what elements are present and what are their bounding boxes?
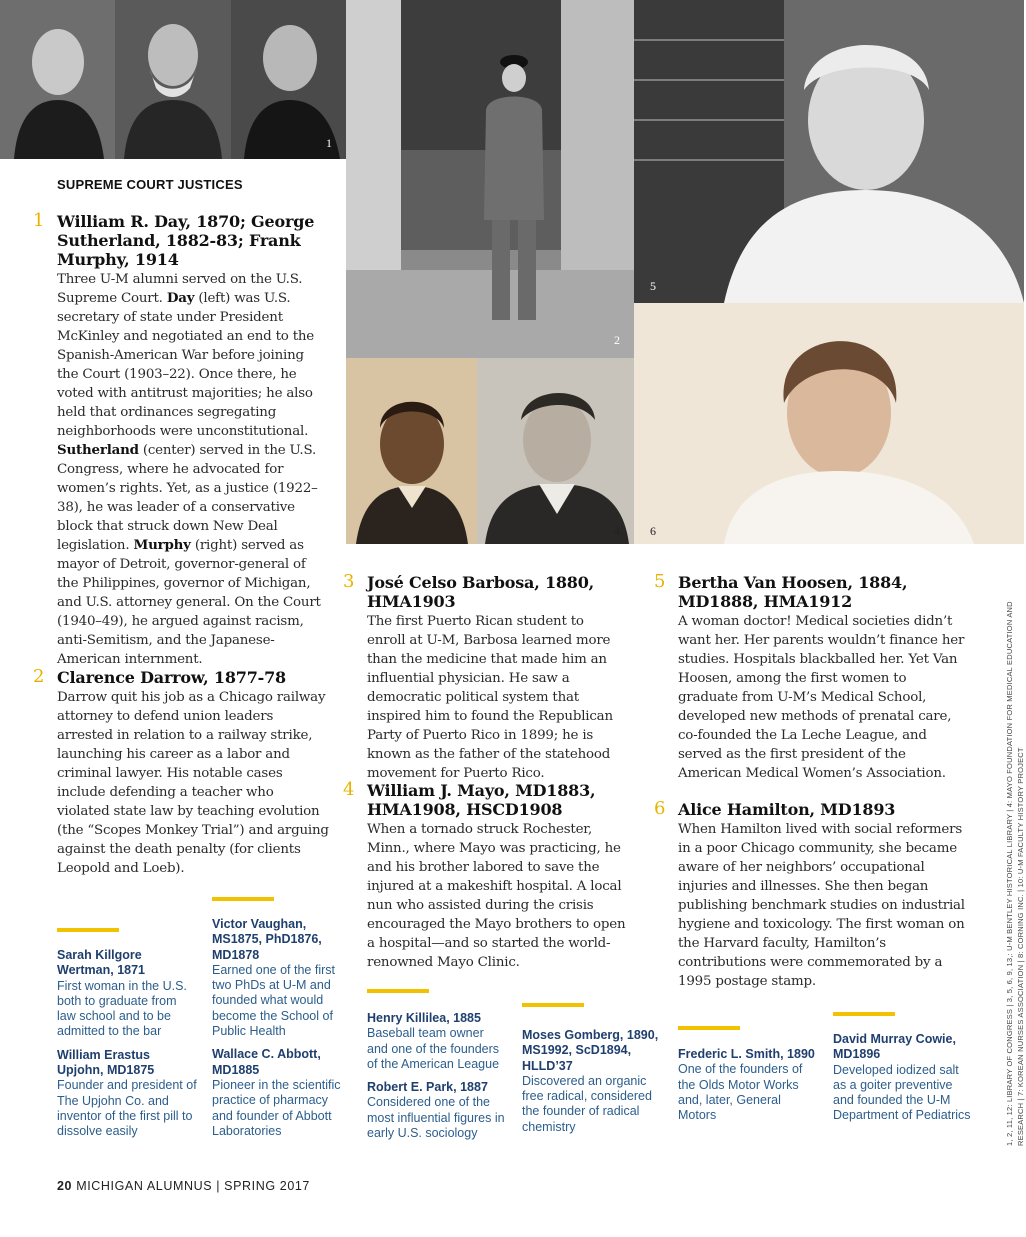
entry-title: William R. Day, 1870; George Sutherland, 1882-83; Frank Murphy, 1914 [57, 212, 315, 269]
mini-profiles-col-4 [522, 1003, 662, 1135]
accent-bar [367, 989, 429, 993]
entry-5-van-hoosen [654, 571, 970, 783]
entry-1-supreme-court [33, 210, 329, 669]
photo-alice-hamilton [634, 303, 1024, 544]
profile-name: Moses Gomberg, 1890, MS1992, ScD1894, HLLD’37 [522, 1028, 659, 1073]
entry-4-mayo [343, 779, 637, 972]
entry-number: 4 [343, 779, 355, 800]
photo-credits: 1, 2, 11, 12: LIBRARY OF CONGRESS | 3, 5, 6, 9, 13,: U-M BENTLEY HISTORICAL LIBRARY | 4: MAYO FOUNDATION FOR MEDICAL EDUCATION AND RESEARCH | 7: KOREAN NURSES ASSOCIATION | 8: CORNING INC. | 10: U-M FACULTY HISTORY PROJECT [1005, 601, 1025, 1146]
photo-number-4: 4 [614, 524, 620, 538]
publication-info: MICHIGAN ALUMNUS | SPRING 2017 [76, 1179, 310, 1193]
entry-6-hamilton [654, 798, 970, 991]
entry-body: When Hamilton lived with social reformers in a poor Chicago community, she became aware of her neighbors’ occupational injuries and illnesses. She then began publishing benchmark studies on industrial hygiene and toxicology. The first woman on the Harvard faculty, Hamilton’s contributions were commemorated by a 1995 postage stamp. [678, 822, 965, 989]
photo-number-2: 2 [614, 333, 620, 347]
page-number: 20 [57, 1179, 73, 1193]
mini-profiles-col-2 [212, 897, 352, 1139]
hamilton-photo-graphic [634, 303, 1024, 544]
mini-profiles-col-1 [57, 928, 197, 1140]
accent-bar [522, 1003, 584, 1007]
entry-body: When a tornado struck Rochester, Minn., where Mayo was practicing, he and his brother labored to save the injured at a makeshift hospital. A local nun who assisted during the crisis encouraged the Mayo brothers to open a hospital—and so started the world-renowned Mayo Clinic. [367, 822, 626, 970]
name-sutherland: Sutherland [57, 442, 139, 458]
entry-number: 3 [343, 571, 355, 592]
name-day: Day [166, 290, 195, 306]
profile-desc: Considered one of the most influential figures in early U.S. sociology [367, 1095, 505, 1141]
entry-number: 5 [654, 571, 666, 592]
entry-title: Bertha Van Hoosen, 1884, MD1888, HMA1912 [678, 573, 908, 611]
photo-supreme-court-justices [0, 0, 346, 159]
justices-photo-graphic [0, 0, 346, 159]
entry-2-darrow [33, 666, 329, 878]
accent-bar [833, 1012, 895, 1016]
profile-name: Robert E. Park, 1887 [367, 1080, 488, 1095]
mini-profiles-col-6 [833, 1012, 973, 1124]
profile-desc: First woman in the U.S. both to graduate from law school and to be admitted to the bar [57, 978, 187, 1039]
darrow-photo-graphic [346, 0, 634, 358]
profile-desc: One of the founders of the Olds Motor Works and, later, General Motors [678, 1062, 803, 1123]
photo-number-1: 1 [326, 136, 332, 150]
profile-desc: Discovered an organic free radical, considered the founder of radical chemistry [522, 1073, 652, 1134]
profile-desc: Pioneer in the scientific practice of pharmacy and founder of Abbott Laboratories [212, 1077, 341, 1138]
barbosa-photo-graphic [346, 358, 477, 544]
photo-bertha-van-hoosen [634, 0, 1024, 303]
profile-name: Sarah Killgore Wertman, 1871 [57, 948, 146, 978]
name-murphy: Murphy [133, 537, 191, 553]
entry-3-barbosa [343, 571, 625, 783]
mini-profiles-col-3 [367, 989, 507, 1141]
photo-number-6: 6 [650, 524, 656, 538]
photo-number-3: 3 [458, 524, 464, 538]
mini-profiles-col-5 [678, 1026, 818, 1123]
photo-william-j-mayo [477, 358, 634, 544]
profile-name: Wallace C. Abbott, MD1885 [212, 1047, 321, 1077]
entry-body: A woman doctor! Medical societies didn’t want her. Her parents wouldn’t finance her studies. Hospitals blackballed her. Yet Van Hoosen, among the first women to graduate from U-M’s Medical School, developed new methods of prenatal care, co-founded the La Leche League, and served as the first president of the American Medical Women’s Association. [678, 614, 965, 781]
entry-number: 2 [33, 666, 45, 687]
profile-name: William Erastus Upjohn, MD1875 [57, 1047, 155, 1078]
photo-clarence-darrow [346, 0, 634, 358]
photo-jose-celso-barbosa [346, 358, 477, 544]
accent-bar [57, 928, 119, 932]
van-hoosen-photo-graphic [634, 0, 1024, 303]
entry-title: Alice Hamilton, MD1893 [678, 800, 896, 819]
entry-body: The first Puerto Rican student to enroll at U-M, Barbosa learned more than the medicine that made him an influential physician. He saw a democratic political system that inspired him to found the Republican Party of Puerto Rico in 1899; he is known as the father of the statehood movement for Puerto Rico. [367, 614, 613, 781]
entry-number: 6 [654, 798, 666, 819]
profile-desc: Developed iodized salt as a goiter preventive and founded the U-M Department of Pediatrics [833, 1062, 971, 1123]
accent-bar [212, 897, 274, 901]
accent-bar [678, 1026, 740, 1030]
entry-number: 1 [33, 210, 45, 231]
entry-body: Darrow quit his job as a Chicago railway attorney to defend union leaders arrested in relation to a railway strike, launching his career as a labor and criminal lawyer. His notable cases include defending a teacher who violated state law by teaching evolution (the “Scopes Monkey Trial”) and arguing against the death penalty (for clients Leopold and Loeb). [57, 690, 329, 876]
profile-name: David Murray Cowie, MD1896 [833, 1032, 956, 1062]
profile-desc: Earned one of the first two PhDs at U-M and founded what would become the School of Public Health [212, 962, 335, 1039]
section-title: SUPREME COURT JUSTICES [57, 177, 243, 192]
entry-title: William J. Mayo, MD1883, HMA1908, HSCD1908 [367, 781, 596, 819]
profile-name: Henry Killilea, 1885 [367, 1011, 481, 1025]
mayo-photo-graphic [477, 358, 634, 544]
photo-number-5: 5 [650, 279, 656, 293]
page-footer [57, 1179, 310, 1193]
profile-name: Frederic L. Smith, 1890 [678, 1047, 815, 1061]
entry-body: Three U-M alumni served on the U.S. Supreme Court. Day (left) was U.S. secretary of state under President McKinley and negotiated an end to the Spanish-American War before joining the Court (1903–22). Once there, he voted with antitrust majorities; he also held that ordinances segregating neighborhoods were unconstitutional. Sutherland (center) served in the U.S. Congress, where he advocated for women’s rights. Yet, as a justice (1922–38), he was leader of a conservative block that struck down New Deal legislation. Murphy (right) served as mayor of Detroit, governor-general of the Philippines, governor of Michigan, and U.S. attorney general. On the Court (1940–49), he argued against racism, anti-Semitism, and the Japanese-American internment. [57, 272, 321, 667]
profile-name: Victor Vaughan, MS1875, PhD1876, MD1878 [212, 917, 322, 962]
entry-title: José Celso Barbosa, 1880, HMA1903 [367, 573, 595, 611]
profile-desc: Founder and president of The Upjohn Co. and inventor of the first pill to dissolve easily [57, 1078, 197, 1139]
profile-desc: Baseball team owner and one of the founders of the American League [367, 1026, 500, 1071]
entry-title: Clarence Darrow, 1877-78 [57, 668, 286, 687]
